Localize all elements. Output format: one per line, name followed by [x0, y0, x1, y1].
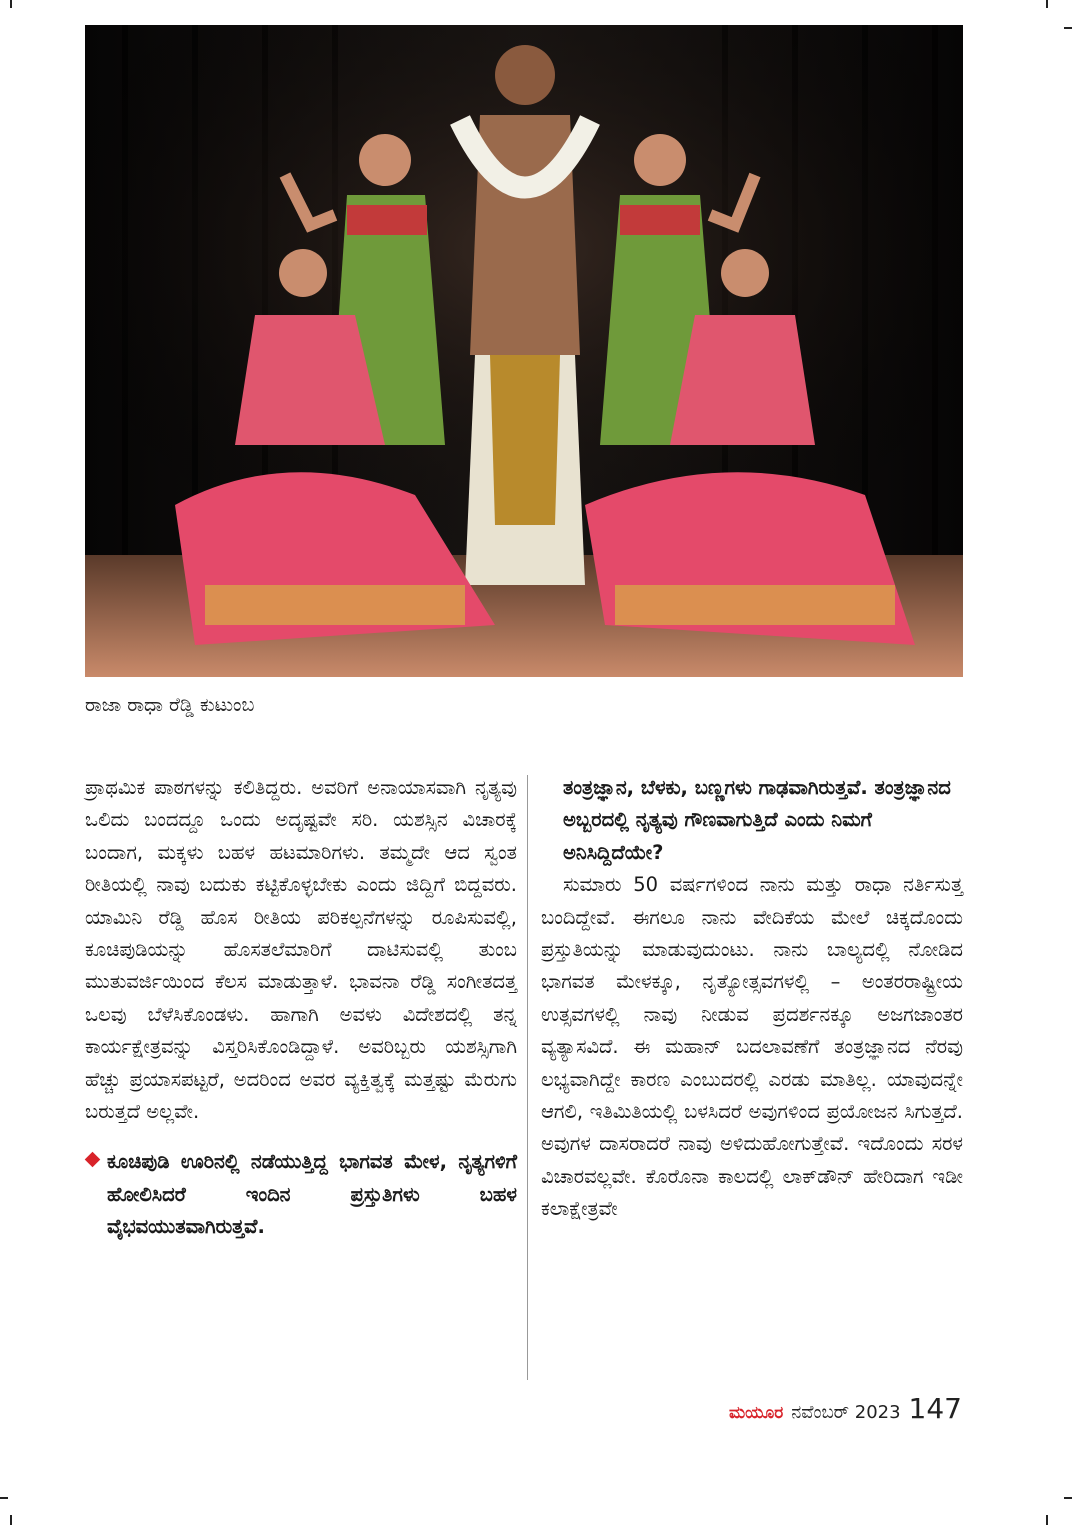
photo-illustration	[85, 25, 963, 677]
answer-paragraph: ಸುಮಾರು 50 ವರ್ಷಗಳಿಂದ ನಾನು ಮತ್ತು ರಾಧಾ ನರ್ತಿಸುತ್ತ ಬಂದಿದ್ದೇವೆ. ಈಗಲೂ ನಾನು ವೇದಿಕೆಯ ಮೇಲೆ ಚಿಕ್ಕದೊಂದು ಪ್ರಸ್ತುತಿಯನ್ನು ಮಾಡುವುದುಂಟು. ನಾನು ಬಾಲ್ಯದಲ್ಲಿ ನೋಡಿದ ಭಾಗವತ ಮೇಳಕ್ಕೂ, ನೃತ್ಯೋತ್ಸವಗಳಲ್ಲಿ – ಅಂತರರಾಷ್ಟ್ರೀಯ ಉತ್ಸವಗಳಲ್ಲಿ ನಾವು ನೀಡುವ ಪ್ರದರ್ಶನಕ್ಕೂ ಅಜಗಜಾಂತರ ವ್ಯತ್ಯಾಸವಿದೆ. ಈ ಮಹಾನ್ ಬದಲಾವಣೆಗೆ ತಂತ್ರಜ್ಞಾನದ ನೆರವು ಲಭ್ಯವಾಗಿದ್ದೇ ಕಾರಣ ಎಂಬುದರಲ್ಲಿ ಎರಡು ಮಾತಿಲ್ಲ. ಯಾವುದನ್ನೇ ಆಗಲಿ, ಇತಿಮಿತಿಯಲ್ಲಿ ಬಳಸಿದರೆ ಅವುಗಳಿಂದ ಪ್ರಯೋಜನ ಸಿಗುತ್ತದೆ. ಅವುಗಳ ದಾಸರಾದರೆ ನಾವು ಅಳಿದುಹೋಗುತ್ತೇವೆ. ಇದೊಂದು ಸರಳ ವಿಚಾರವಲ್ಲವೇ. ಕೊರೊನಾ ಕಾಲದಲ್ಲಿ ಲಾಕ್‌ಡೌನ್ ಹೇರಿದಾಗ ಇಡೀ ಕಲಾಕ್ಷೇತ್ರವೇ	[541, 873, 963, 1221]
crop-mark-bottom-left	[0, 1497, 8, 1499]
question-text: ಕೂಚಿಪುಡಿ ಊರಿನಲ್ಲಿ ನಡೆಯುತ್ತಿದ್ದ ಭಾಗವತ ಮೇಳ, ನೃತ್ಯಗಳಿಗೆ ಹೋಲಿಸಿದರೆ ಇಂದಿನ ಪ್ರಸ್ತುತಿಗಳು ಬಹಳ ವೈಭವಯುತವಾಗಿರುತ್ತವೆ.	[107, 1150, 517, 1239]
question-continued-text: ತಂತ್ರಜ್ಞಾನ, ಬೆಳಕು, ಬಣ್ಣಗಳು ಗಾಢವಾಗಿರುತ್ತವೆ. ತಂತ್ರಜ್ಞಾನದ ಅಬ್ಬರದಲ್ಲಿ ನೃತ್ಯವು ಗೌಣವಾಗುತ್ತಿದೆ ಎಂದು ನಿಮಗೆ ಅನಿಸಿದ್ದಿದೆಯೇ?	[563, 776, 951, 864]
crop-mark-right-lower	[1064, 1497, 1072, 1499]
crop-mark-top-right	[1046, 0, 1048, 8]
column-divider	[527, 775, 528, 1380]
page-footer	[729, 1392, 962, 1425]
crop-mark-bottom-right-vertical	[1046, 1515, 1048, 1525]
article-left-column	[85, 772, 517, 1244]
photo-caption: ರಾಜಾ ರಾಧಾ ರೆಡ್ಡಿ ಕುಟುಂಬ	[85, 694, 255, 716]
crop-mark-bottom-left-vertical	[10, 1515, 12, 1525]
magazine-logo: ಮಯೂರ	[729, 1403, 784, 1423]
crop-mark-top-left	[10, 0, 12, 8]
page-number: 147	[908, 1392, 962, 1425]
dance-family-photo	[85, 25, 963, 677]
crop-mark-right-upper	[1064, 27, 1072, 29]
interview-question	[85, 1146, 517, 1243]
article-right-column	[541, 772, 963, 1226]
issue-date: ನವೆಂಬರ್ 2023	[791, 1402, 901, 1423]
body-paragraph: ಪ್ರಾಥಮಿಕ ಪಾಠಗಳನ್ನು ಕಲಿತಿದ್ದರು. ಅವರಿಗೆ ಅನಾಯಾಸವಾಗಿ ನೃತ್ಯವು ಒಲಿದು ಬಂದದ್ದೂ ಒಂದು ಅದೃಷ್ಟವೇ ಸರಿ. ಯಶಸ್ಸಿನ ವಿಚಾರಕ್ಕೆ ಬಂದಾಗ, ಮಕ್ಕಳು ಬಹಳ ಹಟಮಾರಿಗಳು. ತಮ್ಮದೇ ಆದ ಸ್ವಂತ ರೀತಿಯಲ್ಲಿ ನಾವು ಬದುಕು ಕಟ್ಟಿಕೊಳ್ಳಬೇಕು ಎಂದು ಜಿದ್ದಿಗೆ ಬಿದ್ದವರು. ಯಾಮಿನಿ ರೆಡ್ಡಿ ಹೊಸ ರೀತಿಯ ಪರಿಕಲ್ಪನೆಗಳನ್ನು ರೂಪಿಸುವಲ್ಲಿ, ಕೂಚಿಪುಡಿಯನ್ನು ಹೊಸತಲೆಮಾರಿಗೆ ದಾಟಿಸುವಲ್ಲಿ ತುಂಬ ಮುತುವರ್ಜಿಯಿಂದ ಕೆಲಸ ಮಾಡುತ್ತಾಳೆ. ಭಾವನಾ ರೆಡ್ಡಿ ಸಂಗೀತದತ್ತ ಒಲವು ಬೆಳೆಸಿಕೊಂಡಳು. ಹಾಗಾಗಿ ಅವಳು ವಿದೇಶದಲ್ಲಿ ತನ್ನ ಕಾರ್ಯಕ್ಷೇತ್ರವನ್ನು ವಿಸ್ತರಿಸಿಕೊಂಡಿದ್ದಾಳೆ. ಅವರಿಬ್ಬರು ಯಶಸ್ಸಿಗಾಗಿ ಹೆಚ್ಚು ಪ್ರಯಾಸಪಟ್ಟರೆ, ಅದರಿಂದ ಅವರ ವ್ಯಕ್ತಿತ್ವಕ್ಕೆ ಮತ್ತಷ್ಟು ಮೆರುಗು ಬರುತ್ತದೆ ಅಲ್ಲವೇ.	[85, 776, 517, 1124]
